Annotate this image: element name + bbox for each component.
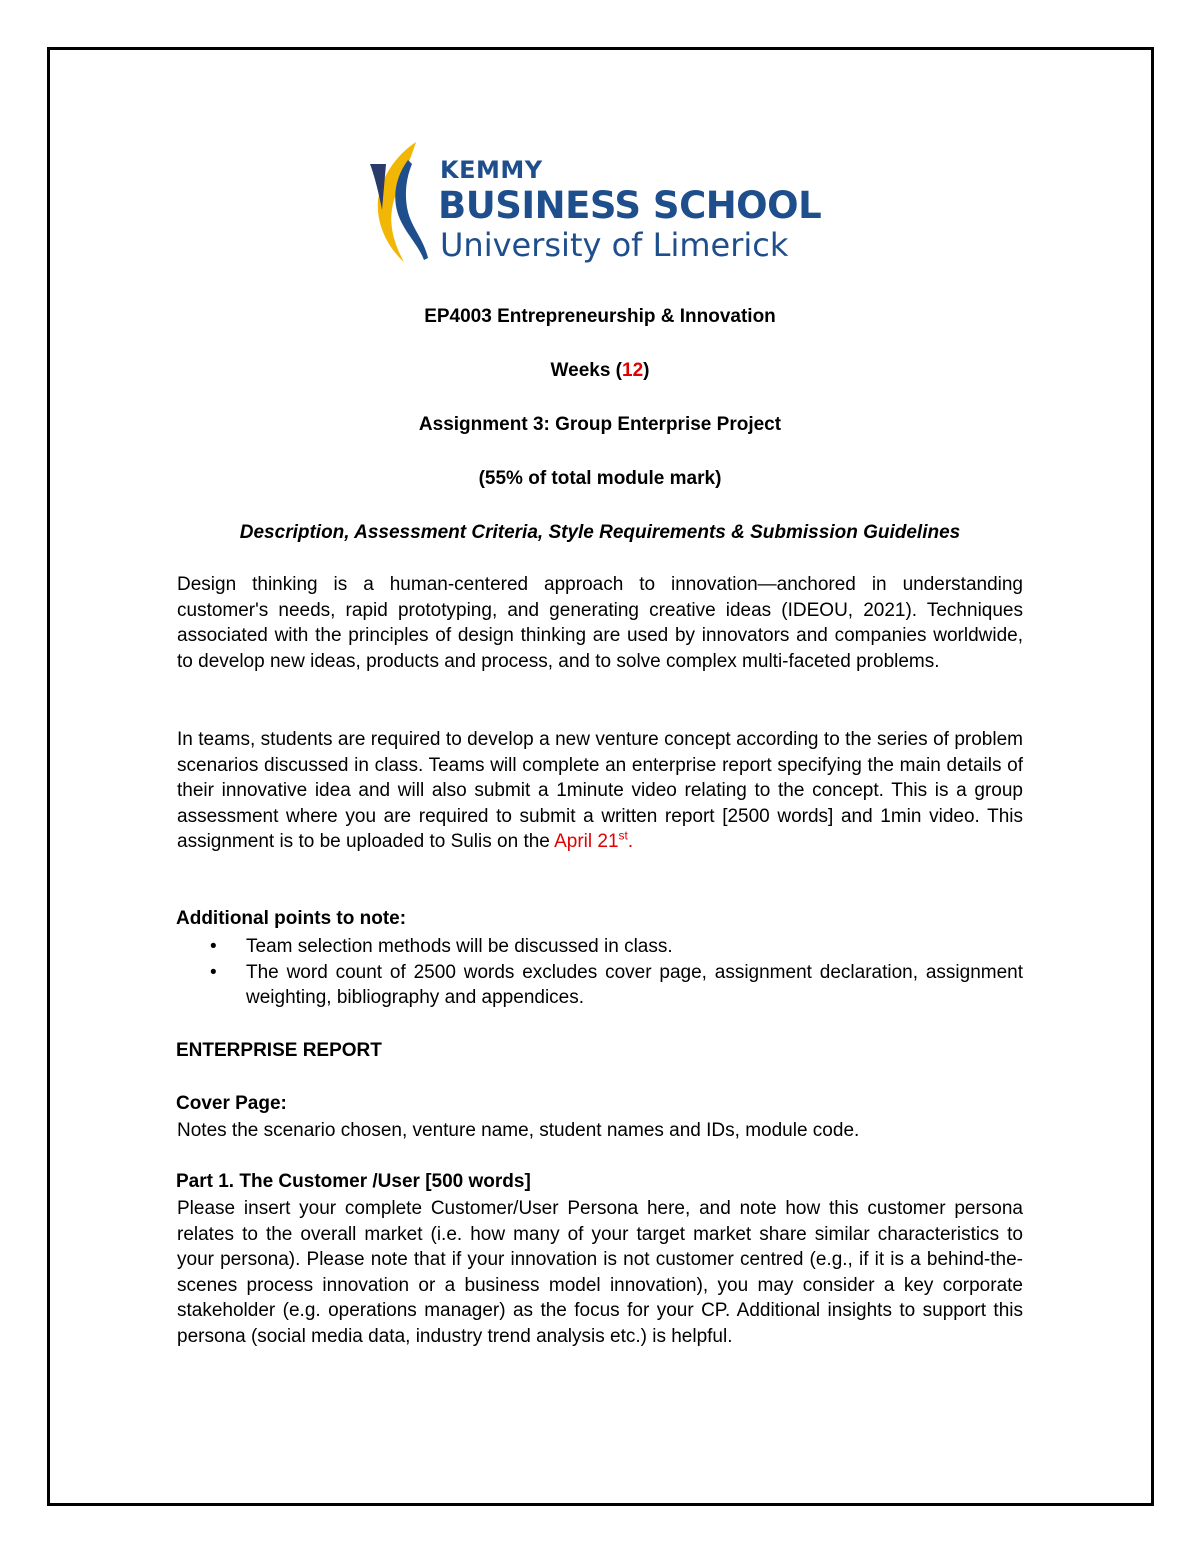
cover-page-heading: Cover Page: — [176, 1093, 287, 1114]
intro-paragraph-1: Design thinking is a human-centered approach to innovation—anchored in understanding customer's needs, rapid prototyping, and generating creative ideas (IDEOU, 2021). Techniques associated with the principles of design thinking are used by innovators and companies worldwide, to develop new ideas, products and process, and to solve complex multi-faceted problems. — [177, 574, 1023, 672]
weeks-suffix: ) — [643, 360, 650, 381]
logo-business-school-text: BUSINESS SCHOOL — [438, 184, 822, 227]
submission-date-text: April 21 — [554, 831, 619, 852]
list-item — [176, 960, 1023, 1011]
assignment-title: Assignment 3: Group Enterprise Project — [418, 414, 782, 435]
part1-text: Please insert your complete Customer/User Persona here, and note how this customer persona relates to the overall market (i.e. how many of your target market share similar characteristics to your persona). Please note that if your innovation is not customer centred (e.g., if it is a behind-the-scenes process innovation or a business model innovation), you may consider a key corporate stakeholder (e.g. operations manager) as the focus for your CP. Additional insights to support this persona (social media data, industry trend analysis etc.) is helpful. — [177, 1198, 1023, 1347]
submission-date — [554, 828, 634, 852]
swoosh-emblem-icon — [368, 140, 438, 268]
list-item — [176, 934, 1023, 960]
logo-university-text: University of Limerick — [440, 226, 789, 264]
logo-kemmy-text: KEMMY — [440, 156, 543, 184]
intro-paragraph-2 — [177, 727, 1023, 855]
cover-page-text: Notes the scenario chosen, venture name, student names and IDs, module code. — [177, 1120, 860, 1141]
module-weighting: (55% of total module mark) — [478, 468, 722, 489]
submission-date-suffix: st — [618, 828, 628, 843]
weeks-line — [0, 360, 1200, 382]
part1-heading: Part 1. The Customer /User [500 words] — [176, 1171, 531, 1192]
weeks-prefix: Weeks ( — [550, 360, 622, 381]
bullet-icon: • — [210, 936, 217, 957]
submission-date-period: . — [627, 831, 634, 852]
list-item-text: The word count of 2500 words excludes cover page, assignment declaration, assignment weighting, bibliography and appendices. — [246, 961, 1023, 1008]
enterprise-report-heading: ENTERPRISE REPORT — [176, 1040, 382, 1061]
kemmy-business-school-logo — [368, 140, 828, 268]
list-item-text: Team selection methods will be discussed in class. — [246, 936, 673, 957]
bullet-icon: • — [210, 961, 217, 983]
additional-points-list — [176, 934, 1023, 1011]
weeks-value: 12 — [622, 360, 644, 381]
module-title: EP4003 Entrepreneurship & Innovation — [424, 306, 776, 327]
additional-points-heading: Additional points to note: — [176, 908, 407, 929]
intro-paragraph-2-text: In teams, students are required to develop a new venture concept according to the series of problem scenarios discussed in class. Teams will complete an enterprise report specifying the main details of their innovative idea and will also submit a 1minute video relating to the concept. This is a group assessment where you are required to submit a written report [2500 words] and 1min video. This assignment is to be uploaded to Sulis on the — [177, 729, 1023, 852]
document-subtitle: Description, Assessment Criteria, Style Requirements & Submission Guidelines — [239, 522, 961, 543]
